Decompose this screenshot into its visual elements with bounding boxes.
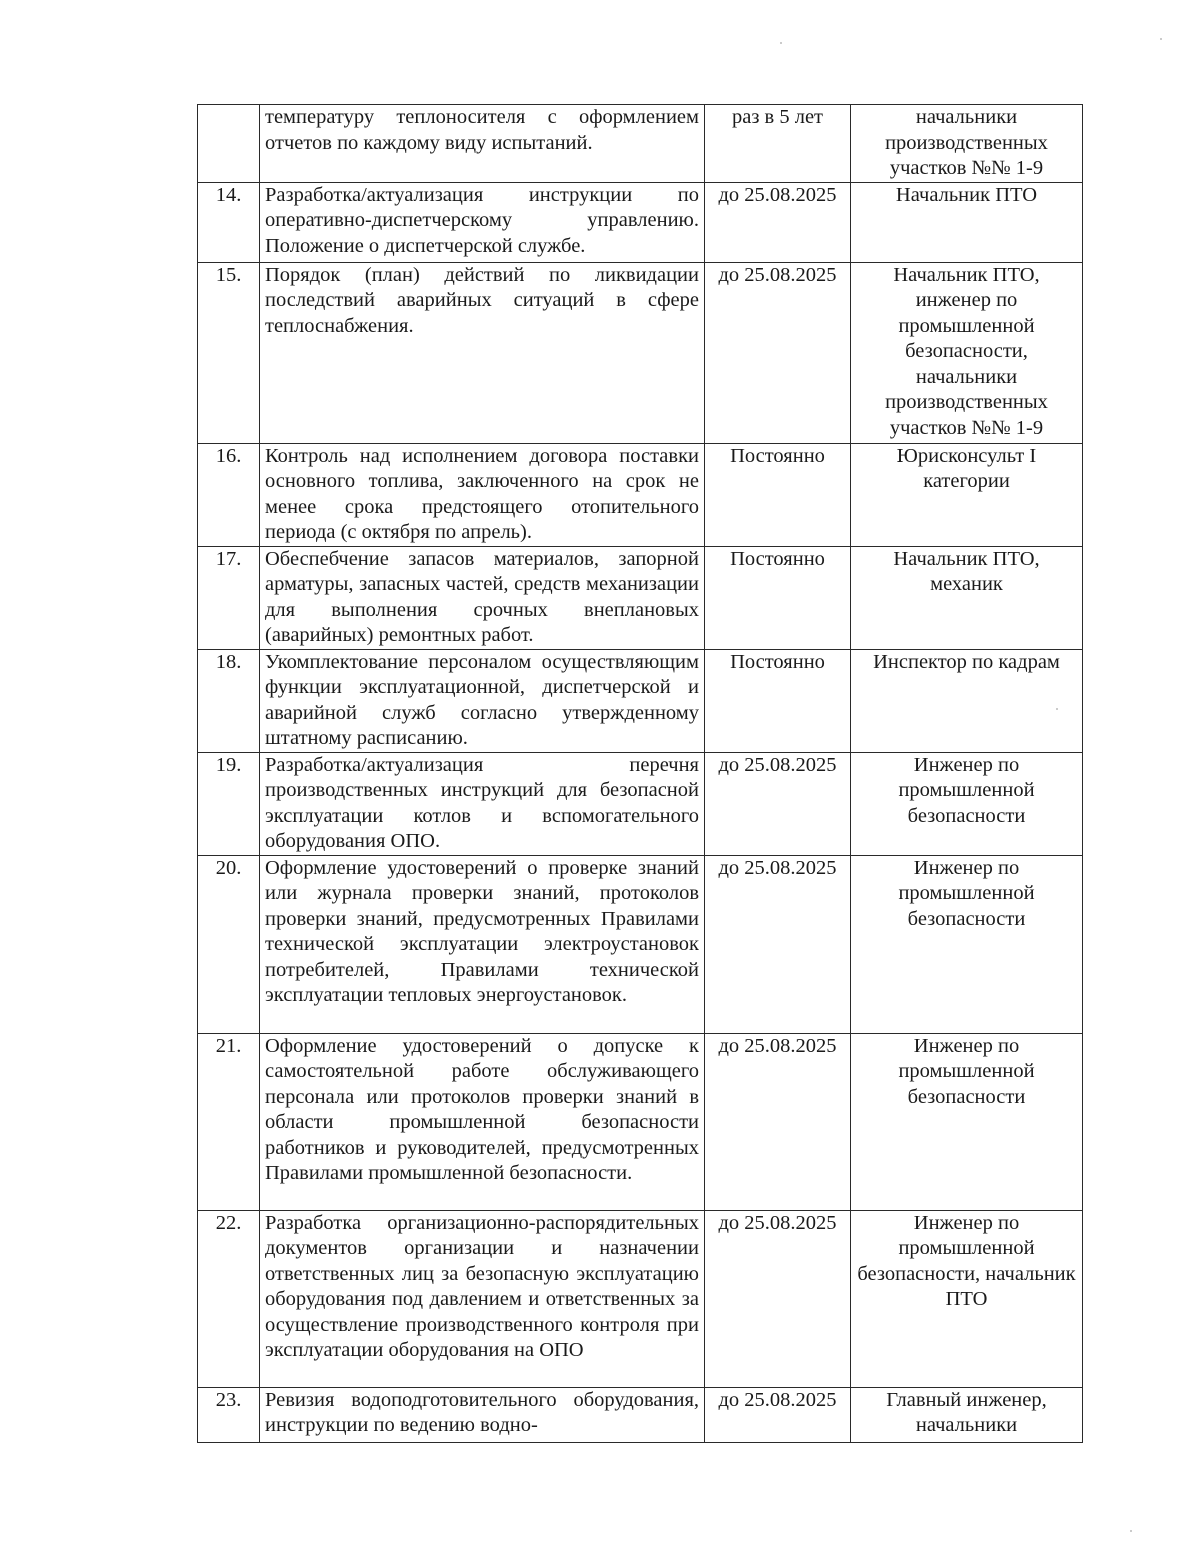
table-row	[198, 649, 1083, 752]
task-description: Обеспебчение запасов материалов, запорной арматуры, запасных частей, средств механизации для выполнения срочных внеплановых (аварийных) ремонтных работ.	[260, 546, 705, 649]
row-number: 16.	[198, 443, 260, 546]
responsible: Инженер по промышленной безопасности	[851, 855, 1083, 1033]
row-number: 22.	[198, 1210, 260, 1387]
row-number: 21.	[198, 1033, 260, 1210]
activity-plan-table	[197, 104, 1083, 1443]
deadline: до 25.08.2025	[705, 855, 851, 1033]
row-number: 15.	[198, 262, 260, 443]
row-number: 20.	[198, 855, 260, 1033]
deadline: Постоянно	[705, 649, 851, 752]
task-description: Разработка/актуализация перечня производственных инструкций для безопасной эксплуатации котлов и вспомогательного оборудования ОПО.	[260, 752, 705, 855]
deadline: Постоянно	[705, 546, 851, 649]
table-row	[198, 262, 1083, 443]
responsible: Начальник ПТО, инженер по промышленной безопасности, начальники производственных участков №№ 1-9	[851, 262, 1083, 443]
responsible: Главный инженер, начальники	[851, 1387, 1083, 1442]
deadline: Постоянно	[705, 443, 851, 546]
task-description: Порядок (план) действий по ликвидации последствий аварийных ситуаций в сфере теплоснабжения.	[260, 262, 705, 443]
table-row	[198, 182, 1083, 262]
row-number: 17.	[198, 546, 260, 649]
responsible: Инспектор по кадрам	[851, 649, 1083, 752]
deadline: до 25.08.2025	[705, 752, 851, 855]
table-row	[198, 443, 1083, 546]
deadline: до 25.08.2025	[705, 182, 851, 262]
table-row	[198, 752, 1083, 855]
deadline: до 25.08.2025	[705, 262, 851, 443]
table-row	[198, 1033, 1083, 1210]
deadline: раз в 5 лет	[705, 105, 851, 183]
responsible: Начальник ПТО	[851, 182, 1083, 262]
task-description: Укомплектование персоналом осуществляющим функции эксплуатационной, диспетчерской и аварийной служб согласно утвержденному штатному расписанию.	[260, 649, 705, 752]
task-description: Оформление удостоверений о допуске к самостоятельной работе обслуживающего персонала или протоколов проверки знаний в области промышленной безопасности работников и руководителей, предусмотренных Правилами промышленной безопасности.	[260, 1033, 705, 1210]
task-description: Оформление удостоверений о проверке знаний или журнала проверки знаний, протоколов проверки знаний, предусмотренных Правилами технической эксплуатации электроустановок потребителей, Правилами технической эксплуатации тепловых энергоустановок.	[260, 855, 705, 1033]
scan-speck	[1160, 38, 1162, 40]
task-description: Разработка организационно-распорядительных документов организации и назначении ответственных лиц за безопасную эксплуатацию оборудования под давлением и ответственных за осуществление производственного контроля при эксплуатации оборудования на ОПО	[260, 1210, 705, 1387]
table-row	[198, 546, 1083, 649]
responsible: Начальник ПТО, механик	[851, 546, 1083, 649]
deadline: до 25.08.2025	[705, 1210, 851, 1387]
responsible: Юрисконсульт I категории	[851, 443, 1083, 546]
row-number: 19.	[198, 752, 260, 855]
task-description: температуру теплоносителя с оформлением отчетов по каждому виду испытаний.	[260, 105, 705, 183]
deadline: до 25.08.2025	[705, 1387, 851, 1442]
responsible: Инженер по промышленной безопасности	[851, 752, 1083, 855]
responsible: Инженер по промышленной безопасности	[851, 1033, 1083, 1210]
row-number	[198, 105, 260, 183]
row-number: 18.	[198, 649, 260, 752]
deadline: до 25.08.2025	[705, 1033, 851, 1210]
table-row	[198, 1210, 1083, 1387]
scan-speck	[1130, 1530, 1132, 1532]
row-number: 23.	[198, 1387, 260, 1442]
task-description: Разработка/актуализация инструкции по оперативно-диспетчерскому управлению. Положение о диспетчерской службе.	[260, 182, 705, 262]
task-description: Контроль над исполнением договора поставки основного топлива, заключенного на срок не менее срока предстоящего отопительного периода (с октября по апрель).	[260, 443, 705, 546]
table-row	[198, 855, 1083, 1033]
task-description: Ревизия водоподготовительного оборудования, инструкции по ведению водно-	[260, 1387, 705, 1442]
row-number: 14.	[198, 182, 260, 262]
table-row	[198, 1387, 1083, 1442]
responsible: Инженер по промышленной безопасности, начальник ПТО	[851, 1210, 1083, 1387]
table-row	[198, 105, 1083, 183]
responsible: начальники производственных участков №№ 1-9	[851, 105, 1083, 183]
scan-speck	[780, 42, 782, 44]
scan-speck	[1056, 708, 1058, 710]
